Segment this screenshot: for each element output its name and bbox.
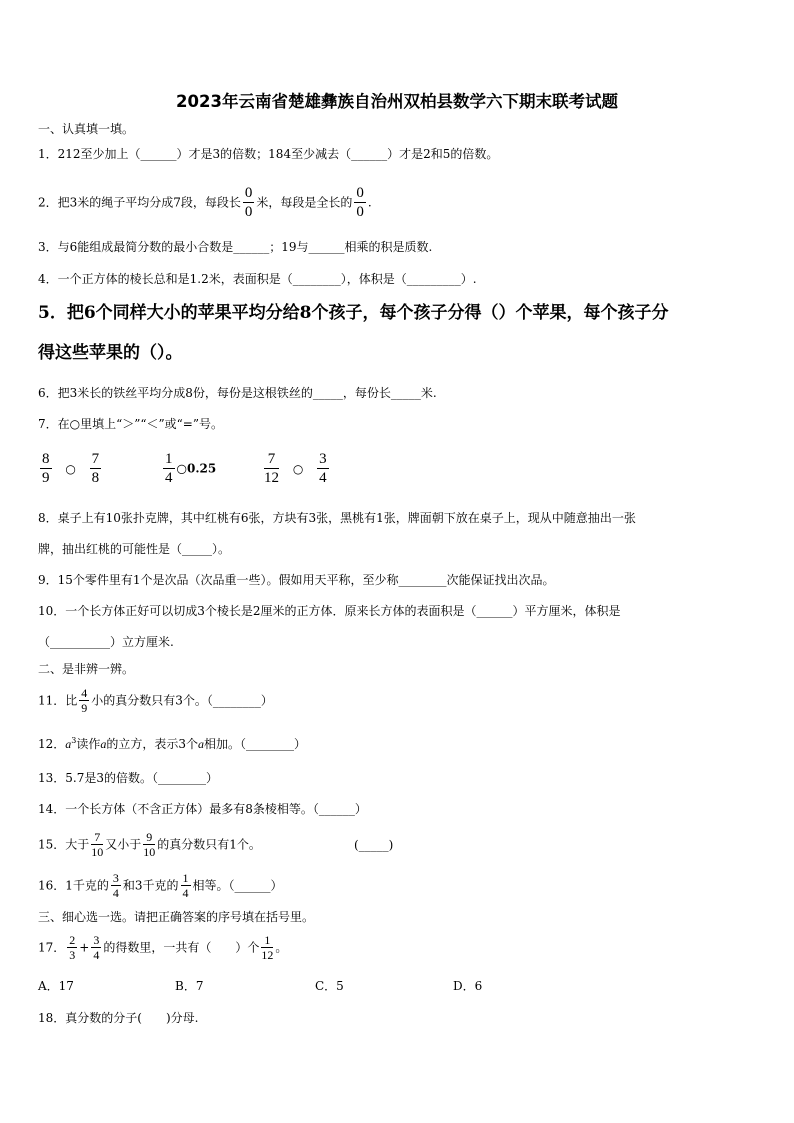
question-6: 6．把3米长的铁丝平均分成8份，每份是这根铁丝的_____，每份长_____米.: [38, 386, 437, 400]
q7-compare-2: [161, 450, 216, 487]
question-2: [38, 184, 372, 221]
compare-value: ○0.25: [176, 461, 217, 476]
question-11: 11．比 $\frac{4}{9}$ 小的真分数只有3个。（________）: [38, 686, 273, 715]
question-12: 12．$a^3$读作a的立方，表示3个a相加。（________）: [38, 736, 307, 751]
question-14: 14．一个长方体（不含正方体）最多有8条棱相等。（______）: [38, 802, 367, 816]
section-2-heading: 二、是非辨一辨。: [38, 662, 135, 676]
question-16: 16．1千克的 $\frac{3}{4}$ 和3千克的 $\frac{1}{4}$ 相等。（______）: [38, 871, 283, 900]
fraction-1-12: $\frac{1}{12}$: [261, 933, 274, 962]
section-1-heading: 一、认真填一填。: [38, 122, 135, 136]
question-17: 17． $\frac{2}{3}$ + $\frac{3}{4}$ 的得数里，一共有（ ）个 $\frac{1}{12}$ 。: [38, 933, 288, 962]
q7-compare-3: [262, 450, 331, 487]
q2-text-b: 米，每段是全长的: [256, 195, 353, 210]
fraction-7-10: $\frac{7}{10}$: [91, 830, 104, 859]
question-15: 15．大于 $\frac{7}{10}$ 又小于 $\frac{9}{10}$ 的真分数只有1个。: [38, 830, 261, 859]
fraction-1-4: $\frac{1}{4}$: [182, 871, 189, 900]
q15-answer-blank[interactable]: (_____): [354, 838, 394, 852]
question-10-line-1: 10．一个长方体正好可以切成3个棱长是2厘米的正方体．原来长方体的表面积是（______）平方厘米，体积是: [38, 604, 621, 618]
page-title: 2023年云南省楚雄彝族自治州双柏县数学六下期末联考试题: [176, 92, 618, 111]
option-b[interactable]: B．7: [175, 979, 204, 993]
fraction-4-9: $\frac{4}{9}$: [81, 686, 88, 715]
question-9: 9．15个零件里有1个是次品（次品重一些）。假如用天平称，至少称________次能保证找出次品。: [38, 573, 555, 587]
q2-fraction-1: $\frac{0}{0}$: [244, 185, 253, 220]
option-a[interactable]: A．17: [38, 979, 74, 993]
question-4: 4．一个正方体的棱长总和是1.2米，表面积是（________），体积是（_________）.: [38, 272, 477, 286]
fraction-7-8: $\frac{7}{8}$: [91, 451, 100, 486]
section-3-heading: 三、细心选一选。请把正确答案的序号填在括号里。: [38, 910, 315, 924]
question-7: 7．在○里填上“＞”“＜”或“=”号。: [38, 417, 223, 431]
q2-text-a: 2．把3米的绳子平均分成7段，每段长: [38, 195, 241, 210]
question-1: 1．212至少加上（______）才是3的倍数；184至少减去（______）才是2和5的倍数。: [38, 147, 499, 161]
compare-circle[interactable]: ○: [65, 461, 76, 476]
question-13: 13．5.7是3的倍数。（________）: [38, 771, 218, 785]
option-c[interactable]: C．5: [315, 979, 344, 993]
question-3: 3．与6能组成最简分数的最小合数是______；19与______相乘的积是质数.: [38, 240, 433, 254]
fraction-1-4: $\frac{1}{4}$: [165, 451, 173, 486]
fraction-3-4: $\frac{3}{4}$: [112, 871, 119, 900]
fraction-2-3: $\frac{2}{3}$: [69, 933, 76, 962]
question-8-line-2: 牌，抽出红桃的可能性是（_____）。: [38, 542, 231, 556]
fraction-8-9: $\frac{8}{9}$: [42, 451, 50, 486]
fraction-7-12: $\frac{7}{12}$: [264, 451, 279, 486]
question-8-line-1: 8．桌子上有10张扑克牌，其中红桃有6张，方块有3张，黑桃有1张，牌面朝下放在桌子上，现从中随意抽出一张: [38, 511, 636, 525]
option-d[interactable]: D．6: [453, 979, 483, 993]
question-5-line-2: 得这些苹果的（）。: [38, 343, 183, 363]
fraction-9-10: $\frac{9}{10}$: [143, 830, 156, 859]
q2-fraction-2: $\frac{0}{0}$: [356, 185, 364, 220]
fraction-3-4: $\frac{3}{4}$: [93, 933, 100, 962]
question-18: 18．真分数的分子( )分母.: [38, 1011, 199, 1025]
fraction-3-4: $\frac{3}{4}$: [319, 451, 327, 486]
q7-compare-1: [38, 450, 103, 487]
question-10-line-2: （__________）立方厘米.: [38, 635, 174, 649]
q2-text-c: .: [367, 195, 372, 210]
compare-circle[interactable]: ○: [292, 461, 304, 476]
question-5-line-1: 5．把6个同样大小的苹果平均分给8个孩子，每个孩子分得（）个苹果，每个孩子分: [38, 303, 669, 323]
